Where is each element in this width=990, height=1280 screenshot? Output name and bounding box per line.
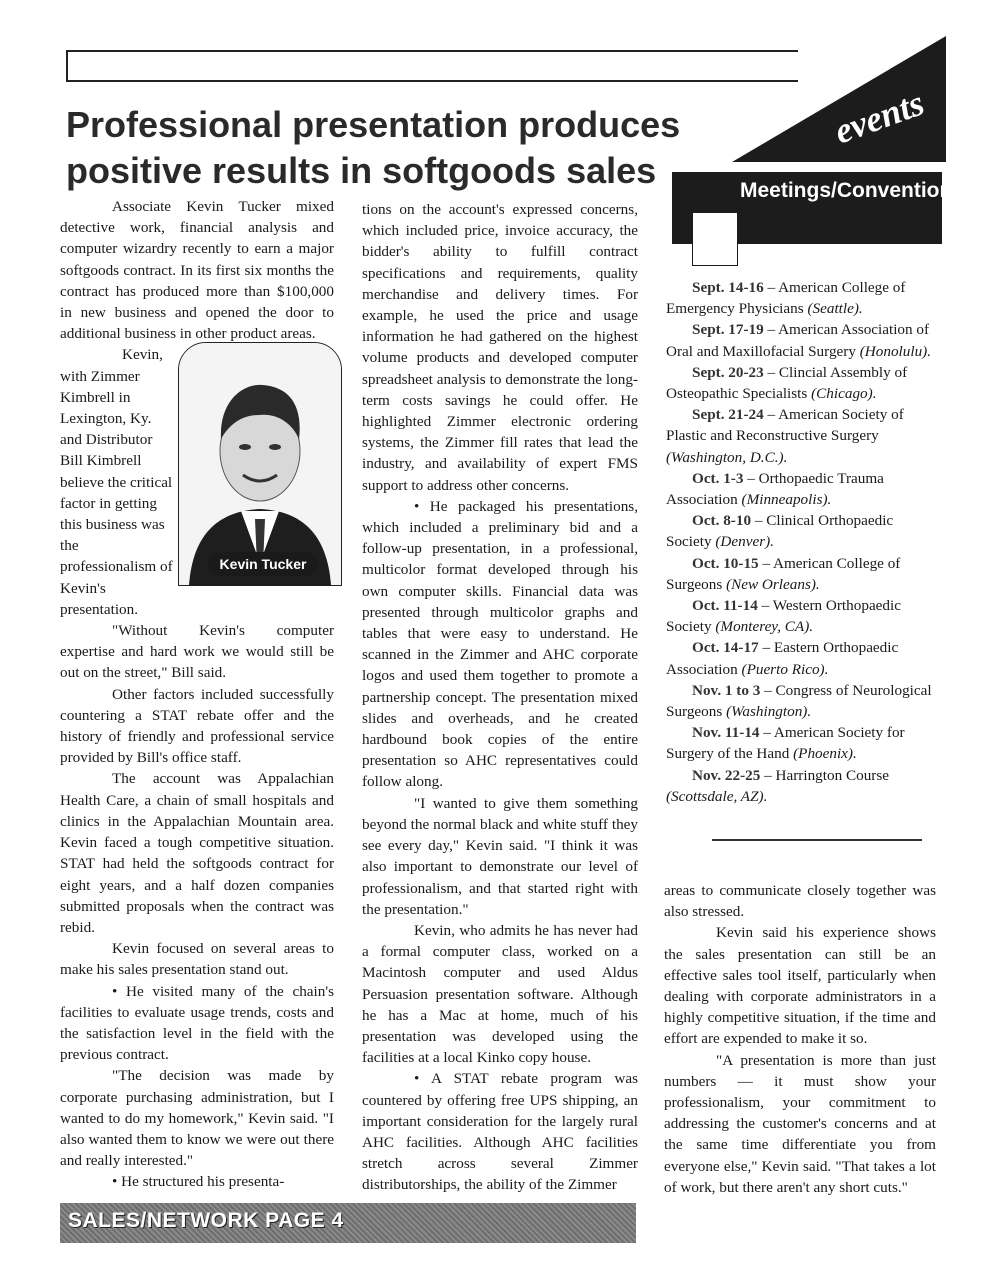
event-item: Sept. 14-16 – American College of Emergency Physicians (Seattle).: [666, 279, 906, 318]
events-banner-text: events: [829, 82, 930, 152]
paragraph: • He packaged his presentations, which included a preliminary bid and a follow-up presentation, in a professional, multicolor format developed through his own computer skills. Financial data was presented through multicolor graphs and tables that were easy to understand. He scanned in the Zimmer and AHC corporate logos and used them together to promote a partnership concept. The presentation mixed slides and overheads, and he created hardbound book copies of the entire presentation so AHC representatives could follow along.: [362, 497, 638, 791]
event-location: (Phoenix).: [793, 745, 857, 763]
event-location: (Washington).: [726, 703, 812, 721]
article-column-3: [664, 880, 936, 1198]
paragraph: "Without Kevin's computer expertise and hard work we would still be out on the street," Bill said.: [60, 622, 334, 682]
event-location: (Washington, D.C.).: [666, 448, 788, 466]
event-name: American College of Emergency Physicians: [666, 279, 906, 318]
event-name: Orthopaedic Trauma Association: [666, 469, 884, 509]
event-date: Sept. 17-19: [692, 321, 764, 339]
footer-text: SALES/NETWORK PAGE 4: [68, 1209, 344, 1232]
paragraph: "I wanted to give them something beyond the normal black and white stuff they see every day," Kevin said. "I think it was also important to demonstrate our level of professionalism, and that started right with the presentation.": [362, 794, 638, 918]
photo-caption: Kevin Tucker: [208, 552, 318, 576]
event-name: Harrington Course: [775, 766, 889, 784]
paragraph: areas to communicate closely together was also stressed.: [664, 882, 936, 921]
event-date: Sept. 14-16: [692, 279, 764, 296]
events-list: [666, 277, 942, 807]
header-rule-box: [66, 50, 798, 82]
event-item: Nov. 22-25 – Harrington Course (Scottsdale, AZ).: [666, 766, 889, 805]
event-date: Sept. 20-23: [692, 363, 764, 381]
paragraph: Other factors included successfully countering a STAT rebate offer and the history of friendly and professional service provided by Bill's office staff.: [60, 685, 334, 767]
event-date: Oct. 1-3: [692, 469, 744, 487]
article-column-2: [362, 199, 638, 1196]
event-item: Nov. 1 to 3 – Congress of Neurological Surgeons (Washington).: [666, 681, 932, 721]
paragraph: tions on the account's expressed concerns, which included price, invoice accuracy, the bidder's ability to fulfill contract specifications and requirements, quality merchandise and delivery times. For example, he used the price and usage information he had gathered on the highest volume products and developed computer spreadsheet analysis to demonstrate the long-term costs savings he could offer. He highlighted Zimmer electronic ordering systems, the Zimmer fill rates that lead the industry, and availability of expert FMS support to address other concerns.: [362, 201, 638, 494]
event-item: Sept. 21-24 – American Society of Plastic and Reconstructive Surgery (Washington, D.C.).: [666, 406, 904, 466]
event-item: Sept. 20-23 – Clincial Assembly of Osteopathic Specialists (Chicago).: [666, 363, 908, 403]
event-date: Nov. 11-14: [692, 724, 760, 742]
paragraph: "The decision was made by corporate purchasing administration, but I wanted to do my homework," Kevin said. "I also wanted them to know we were out there and really interested.": [60, 1067, 334, 1170]
event-item: Oct. 8-10 – Clinical Orthopaedic Society (Denver).: [666, 512, 894, 551]
meetings-title: Meetings/Conventions: [740, 179, 965, 202]
event-location: (New Orleans).: [726, 575, 820, 593]
events-banner: [732, 36, 946, 162]
event-date: Oct. 14-17: [692, 639, 759, 657]
event-name: Clinical Orthopaedic Society: [666, 512, 894, 551]
event-date: Oct. 11-14: [692, 597, 758, 615]
paragraph: Kevin, who admits he has never had a formal computer class, worked on a Macintosh computer and used Aldus Persuasion presentation software. Although he has a Mac at home, much of his presentation was developed using the facilities at a local Kinko copy house.: [362, 921, 638, 1067]
event-item: Oct. 10-15 – American College of Surgeons (New Orleans).: [666, 554, 901, 593]
event-name: Congress of Neurological Surgeons: [666, 681, 932, 721]
event-date: Oct. 10-15: [692, 554, 759, 572]
paragraph: "A presentation is more than just numbers — it must show your professionalism, your commitment to addressing the customer's concerns and at the same time differentiate you from everyone else," Kevin said. "That takes a lot of work, but there aren't any short cuts.": [664, 1051, 936, 1196]
event-item: Oct. 11-14 – Western Orthopaedic Society (Monterey, CA).: [666, 597, 901, 636]
event-date: Nov. 1 to 3: [692, 681, 761, 699]
event-date: Oct. 8-10: [692, 512, 752, 530]
portrait-photo: [178, 342, 342, 586]
paragraph: • A STAT rebate program was countered by offering free UPS shipping, an important consideration for the largely rural AHC facilities. Although AHC facilities stretch across several Zimmer distributorships, the ability of the Zimmer: [362, 1070, 638, 1194]
event-name: American Association of Oral and Maxillofacial Surgery: [666, 321, 930, 360]
event-location: (Chicago).: [811, 385, 877, 403]
event-date: Nov. 22-25: [692, 766, 761, 784]
paragraph: Kevin, with Zimmer Kimbrell in Lexington, Ky. and Distributor Bill Kimbrell believe the critical factor in getting this business was the professionalism of Kevin's presentation.: [60, 346, 173, 618]
event-date: Sept. 21-24: [692, 406, 764, 424]
event-name: American Society for Surgery of the Hand: [666, 724, 905, 763]
event-name: Eastern Orthopaedic Association: [666, 639, 899, 678]
footer-banner: [60, 1203, 636, 1243]
event-item: Nov. 11-14 – American Society for Surgery of the Hand (Phoenix).: [666, 724, 905, 763]
event-item: Sept. 17-19 – American Association of Oral and Maxillofacial Surgery (Honolulu).: [666, 321, 932, 360]
event-name: American College of Surgeons: [666, 554, 901, 593]
event-location: (Minneapolis).: [741, 491, 832, 509]
paragraph: Kevin said his experience shows the sales presentation can still be an effective sales tool itself, particularly when dealing with corporate administrators in a highly competitive situation, if the time and effort are expended to make it so.: [664, 924, 936, 1048]
paragraph: • He visited many of the chain's facilities to evaluate usage trends, costs and the satisfaction level in the field with the previous contract.: [60, 982, 334, 1064]
headline: Professional presentation produces positive results in softgoods sales: [66, 104, 681, 191]
event-name: Clincial Assembly of Osteopathic Specialists: [666, 363, 908, 403]
event-item: Oct. 14-17 – Eastern Orthopaedic Association (Puerto Rico).: [666, 639, 899, 678]
paragraph: The account was Appalachian Health Care, a chain of small hospitals and clinics in the Appalachian Mountain area. Kevin faced a tough competitive situation. STAT had held the softgoods contract for eight years, and a half dozen companies submitted proposals when the contract was rebid.: [60, 770, 334, 936]
event-location: (Denver).: [715, 533, 774, 551]
event-location: (Honolulu).: [859, 342, 932, 360]
paragraph: • He structured his presenta-: [112, 1173, 285, 1191]
event-name: Western Orthopaedic Society: [666, 597, 901, 636]
event-name: American Society of Plastic and Reconstructive Surgery: [666, 406, 904, 445]
meetings-header-accent: [692, 212, 738, 266]
event-location: (Seattle).: [807, 300, 863, 318]
paragraph: Associate Kevin Tucker mixed detective work, financial analysis and computer wizardry recently to earn a major softgoods contract. In its first six months the contract has produced more than $100,000 in new business and opened the door to additional business in other product areas.: [60, 198, 334, 343]
event-location: (Monterey, CA).: [715, 618, 814, 636]
divider: [712, 839, 922, 841]
event-location: (Scottsdale, AZ).: [666, 787, 768, 805]
paragraph: Kevin focused on several areas to make his sales presentation stand out.: [60, 940, 334, 979]
event-location: (Puerto Rico).: [741, 660, 829, 678]
event-item: Oct. 1-3 – Orthopaedic Trauma Association (Minneapolis).: [666, 469, 884, 509]
